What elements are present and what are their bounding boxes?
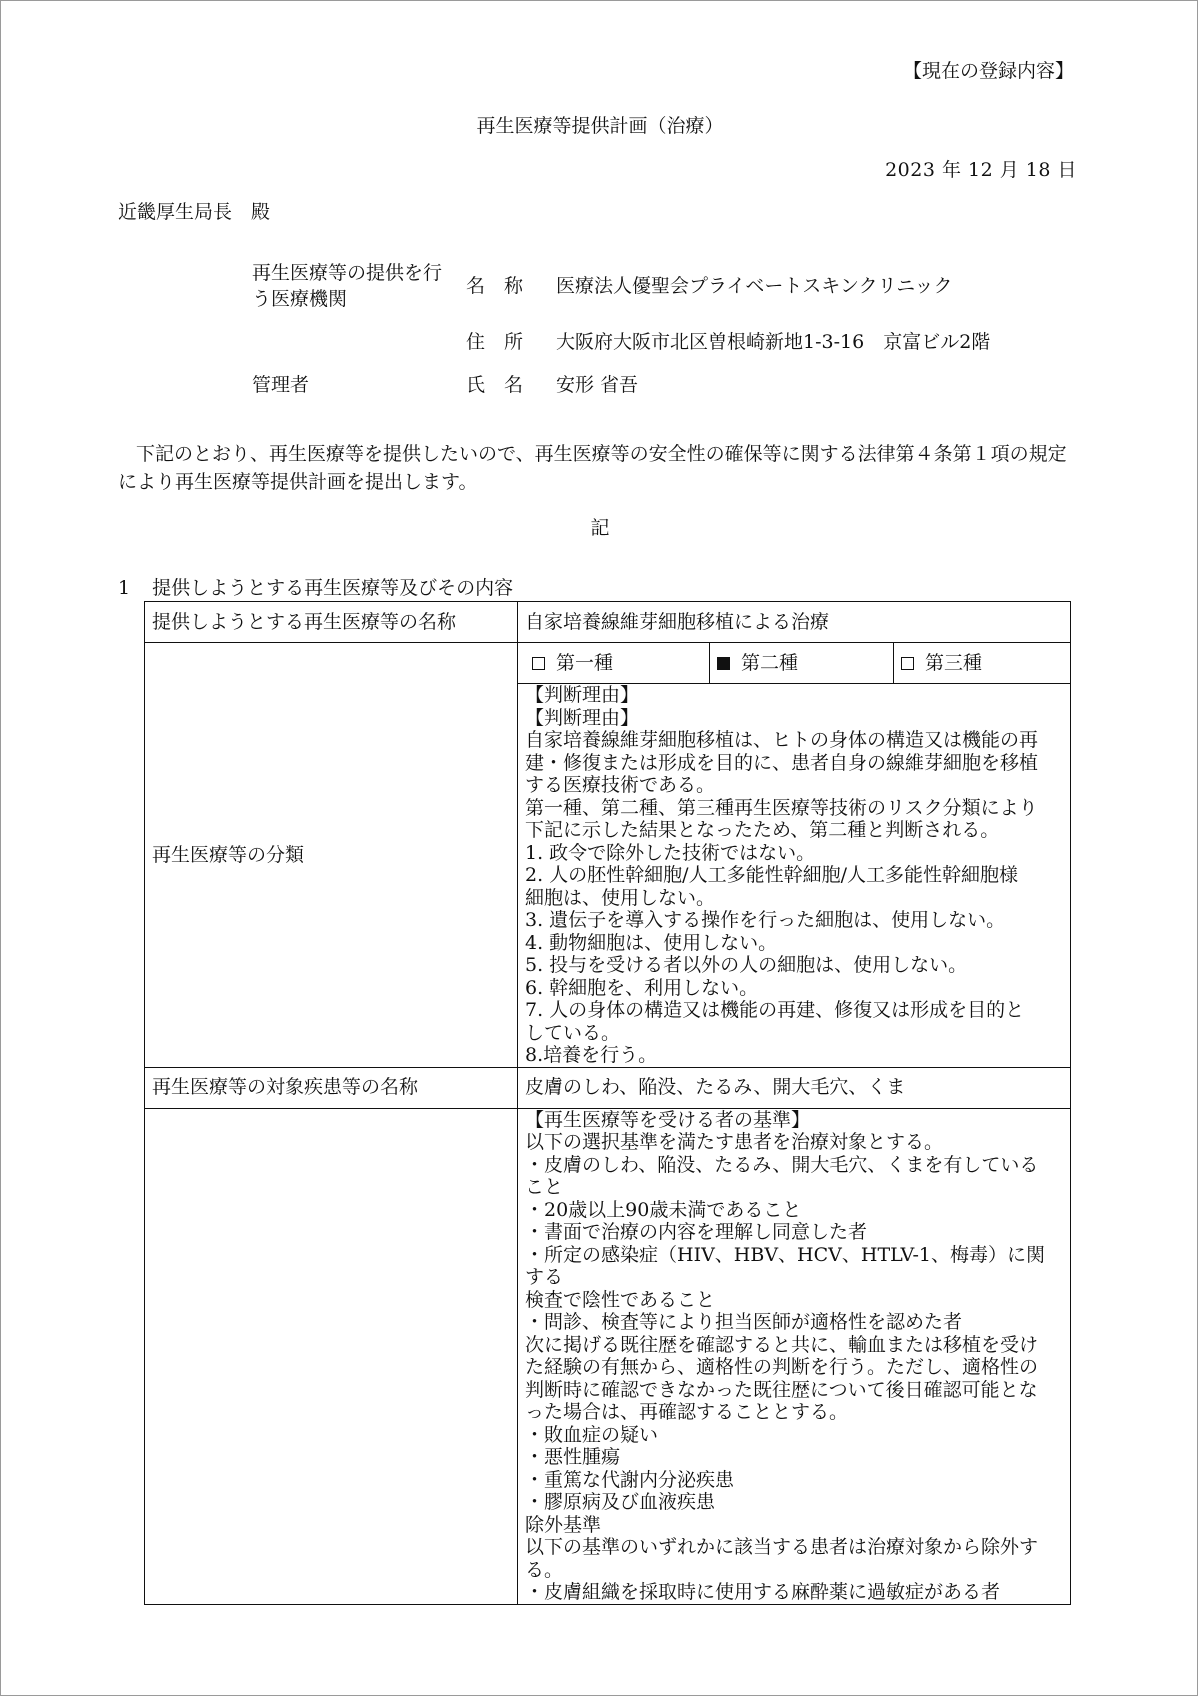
institution-label: 再生医療等の提供を行う医療機関	[252, 262, 443, 310]
section-1-heading	[118, 576, 513, 600]
text-line: 8.培養を行う。	[525, 1044, 658, 1066]
checkbox-filled-icon	[717, 657, 730, 670]
registration-tag: 【現在の登録内容】	[902, 60, 1074, 82]
institution-address: 大阪府大阪市北区曽根崎新地1-3-16 京富ビル2階	[556, 331, 991, 353]
section-number: 1	[118, 577, 131, 599]
text-line: 1. 政令で除外した技術ではない。	[525, 841, 816, 864]
administrator-label: 管理者	[252, 374, 310, 396]
text-line: 判断時に確認できなかった既往歴について後日確認可能とな	[525, 1378, 1038, 1401]
name-key-2: 称	[504, 275, 524, 297]
disease-label-cell: 再生医療等の対象疾患等の名称	[145, 1067, 518, 1108]
classification-label-cell: 再生医療等の分類	[145, 643, 518, 1068]
text-line: 以下の選択基準を満たす患者を治療対象とする。	[525, 1131, 944, 1153]
text-line: 検査で陰性であること	[525, 1288, 716, 1311]
text-line: ・所定の感染症（HIV、HBV、HCV、HTLV-1、梅毒）に関する	[525, 1243, 1045, 1288]
table-row	[145, 1108, 1071, 1604]
checkbox-empty-icon	[901, 657, 914, 670]
text-line: ・膠原病及び血液疾患	[525, 1491, 716, 1513]
criteria-label-cell	[145, 1108, 518, 1604]
kind-label: 第三種	[925, 651, 983, 674]
text-line: 6. 幹細胞を、利用しない。	[525, 976, 759, 999]
kind-label: 第一種	[556, 651, 614, 674]
ki-mark: 記	[590, 517, 610, 539]
text-line: ・敗血症の疑い	[525, 1423, 659, 1446]
text-line: 5. 投与を受ける者以外の人の細胞は、使用しない。	[525, 954, 968, 976]
table-row	[145, 643, 1071, 684]
text-line: ・20歳以上90歳未満であること	[525, 1198, 802, 1221]
text-line: ・皮膚のしわ、陥没、たるみ、開大毛穴、くまを有している	[525, 1153, 1039, 1176]
text-line: している。	[525, 1021, 621, 1044]
address-key-2: 所	[504, 331, 524, 353]
document-title: 再生医療等提供計画（治療）	[476, 115, 724, 137]
kind-option-1	[525, 643, 710, 683]
text-line: った場合は、再確認することとする。	[525, 1401, 849, 1423]
document-date: 2023 年 12 月 18 日	[885, 159, 1077, 181]
kind-option-3	[894, 643, 1063, 683]
text-line: こと	[525, 1176, 564, 1198]
intro-paragraph: 下記のとおり、再生医療等を提供したいので、再生医療等の安全性の確保等に関する法律第４条第１項の規定により再生医療等提供計画を提出します。	[118, 443, 1067, 493]
text-line: ・皮膚組織を採取時に使用する麻酔薬に過敏症がある者	[525, 1581, 1001, 1603]
table-row	[145, 602, 1071, 643]
address-key-1: 住	[466, 331, 486, 353]
text-line: 建・修復または形成を目的に、患者自身の線維芽細胞を移植	[525, 751, 1039, 774]
text-line: ・悪性腫瘍	[525, 1446, 621, 1468]
kind-option-2	[710, 643, 894, 683]
name-key-1: 名	[466, 275, 486, 297]
text-line: 【判断理由】	[525, 706, 640, 729]
administrator-name: 安形 省吾	[556, 374, 639, 396]
classification-reason-cell	[518, 684, 1071, 1068]
text-line: 3. 遺伝子を導入する操作を行った細胞は、使用しない。	[525, 909, 1006, 931]
text-line: る。	[525, 1558, 564, 1581]
checkbox-empty-icon	[532, 657, 545, 670]
text-line: 以下の基準のいずれかに該当する患者は治療対象から除外す	[525, 1536, 1039, 1558]
text-line: 下記に示した結果となったため、第二種と判断される。	[525, 819, 1000, 841]
text-line: 自家培養線維芽細胞移植は、ヒトの身体の構造又は機能の再	[525, 729, 1039, 751]
text-line: 4. 動物細胞は、使用しない。	[525, 931, 778, 954]
institution-name: 医療法人優聖会プライベートスキンクリニック	[556, 275, 953, 297]
criteria-cell	[518, 1108, 1071, 1604]
kind-selector	[518, 643, 1071, 684]
kind-label: 第二種	[741, 651, 799, 674]
text-line: ・問診、検査等により担当医師が適格性を認めた者	[525, 1311, 963, 1333]
admin-name-key-2: 名	[504, 374, 524, 396]
plan-table	[144, 601, 1071, 1605]
text-line: する医療技術である。	[525, 774, 716, 796]
text-line: 除外基準	[525, 1513, 602, 1536]
text-line: 【再生医療等を受ける者の基準】	[525, 1108, 811, 1131]
therapy-name-cell: 自家培養線維芽細胞移植による治療	[518, 602, 1071, 643]
name-label-cell: 提供しようとする再生医療等の名称	[145, 602, 518, 643]
table-row	[145, 1067, 1071, 1108]
addressee: 近畿厚生局長 殿	[118, 201, 271, 223]
disease-value-cell: 皮膚のしわ、陥没、たるみ、開大毛穴、くま	[518, 1067, 1071, 1108]
text-line: ・書面で治療の内容を理解し同意した者	[525, 1221, 868, 1243]
section-title: 提供しようとする再生医療等及びその内容	[152, 577, 514, 599]
text-line: 【判断理由】	[525, 684, 640, 706]
text-line: ・重篤な代謝内分泌疾患	[525, 1468, 735, 1491]
text-line: 細胞は、使用しない。	[525, 886, 716, 909]
text-line: 7. 人の身体の構造又は機能の再建、修復又は形成を目的と	[525, 999, 1025, 1021]
admin-name-key-1: 氏	[466, 374, 486, 396]
text-line: 2. 人の胚性幹細胞/人工多能性幹細胞/人工多能性幹細胞様	[525, 864, 1018, 886]
text-line: た経験の有無から、適格性の判断を行う。ただし、適格性の	[525, 1356, 1039, 1378]
text-line: 次に掲げる既往歴を確認すると共に、輸血または移植を受け	[525, 1333, 1039, 1356]
text-line: 第一種、第二種、第三種再生医療等技術のリスク分類により	[525, 796, 1038, 819]
